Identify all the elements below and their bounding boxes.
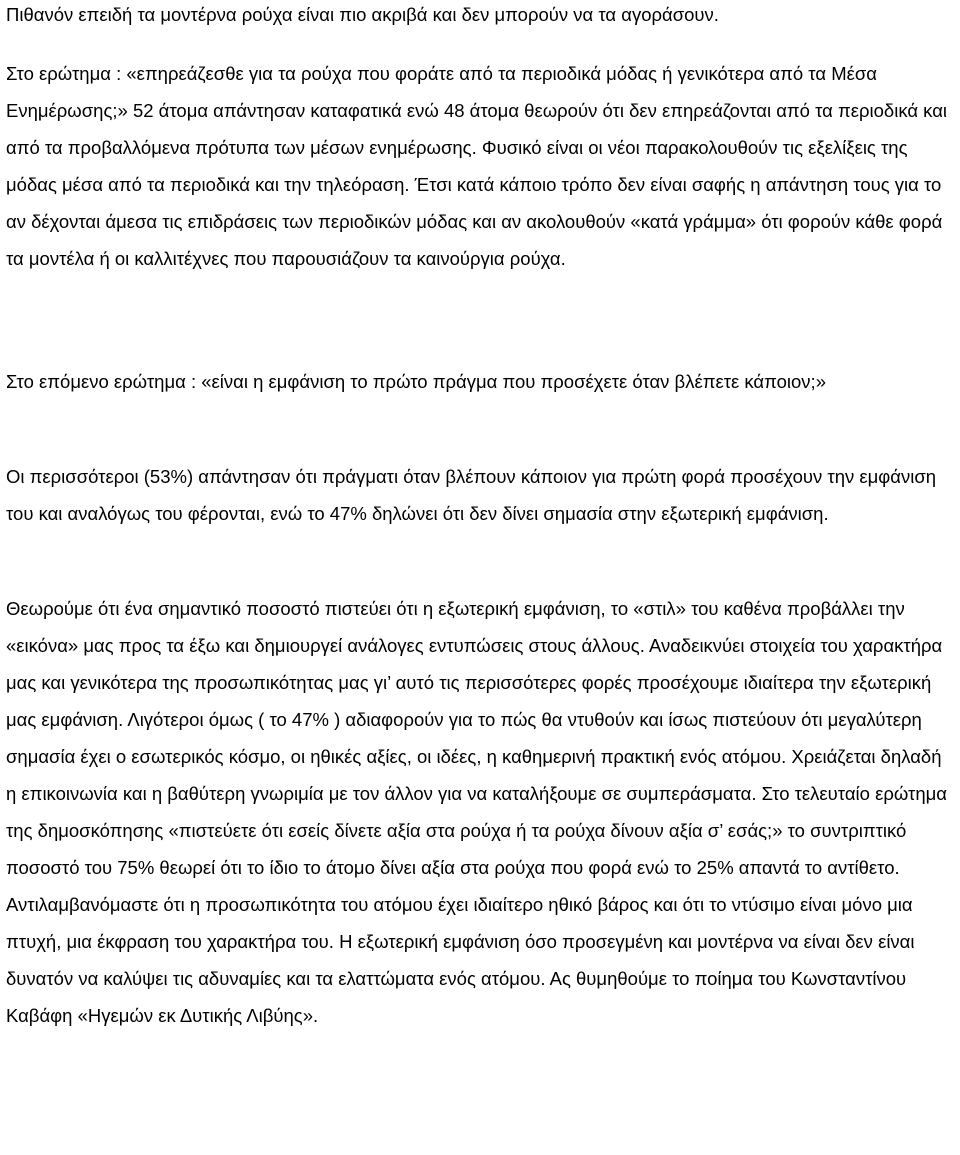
paragraph-4: Οι περισσότεροι (53%) απάντησαν ότι πράγματι όταν βλέπουν κάποιον για πρώτη φορά προσέχουν την εμφάνιση του και αναλόγως του φέρονται, ενώ το 47% δηλώνει ότι δεν δίνει σημασία στην εξωτερική εμφάνιση.: [6, 466, 937, 524]
paragraph-1: Πιθανόν επειδή τα μοντέρνα ρούχα είναι πιο ακριβά και δεν μπορούν να τα αγοράσουν.: [6, 4, 719, 25]
paragraph-5: Θεωρούμε ότι ένα σημαντικό ποσοστό πιστεύει ότι η εξωτερική εμφάνιση, το «στιλ» του καθένα προβάλλει την «εικόνα» μας προς τα έξω και δημιουργεί ανάλογες εντυπώσεις στους άλλους. Αναδεικνύει στοιχεία του χαρακτήρα μας και γενικότερα της προσωπικότητας μας γι’ αυτό τις περισσότερες φορές προσέχουμε ιδιαίτερα την εξωτερική μας εμφάνιση. Λιγότεροι όμως ( το 47% ) αδιαφορούν για το πώς θα ντυθούν και ίσως πιστεύουν ότι μεγαλύτερη σημασία έχει ο εσωτερικός κόσμο, οι ηθικές αξίες, οι ιδέες, η καθημερινή πρακτική ενός ατόμου. Χρειάζεται δηλαδή η επικοινωνία και η βαθύτερη γνωριμία με τον άλλον για να καταλήξουμε σε συμπεράσματα. Στο τελευταίο ερώτημα της δημοσκόπησης «πιστεύετε ότι εσείς δίνετε αξία στα ρούχα ή τα ρούχα δίνουν αξία σ’ εσάς;» το συντριπτικό ποσοστό του 75% θεωρεί ότι το ίδιο το άτομο δίνει αξία στα ρούχα που φορά ενώ το 25% απαντά το αντίθετο. Αντιλαμβανόμαστε ότι η προσωπικότητα του ατόμου έχει ιδιαίτερο ηθικό βάρος και ότι το ντύσιμο είναι μόνο μια πτυχή, μια έκφραση του χαρακτήρα του. Η εξωτερική εμφάνιση όσο προσεγμένη και μοντέρνα να είναι δεν είναι δυνατόν να καλύψει τις αδυναμίες και τα ελαττώματα ενός ατόμου. Ας θυμηθούμε το ποίημα του Κωνσταντίνου Καβάφη «Ηγεμών εκ Δυτικής Λιβύης».: [6, 598, 947, 1026]
paragraph-2: Στο ερώτημα : «επηρεάζεσθε για τα ρούχα που φοράτε από τα περιοδικά μόδας ή γενικότερα από τα Μέσα Ενημέρωσης;» 52 άτομα απάντησαν καταφατικά ενώ 48 άτομα θεωρούν ότι δεν επηρεάζονται από τα περιοδικά και από τα προβαλλόμενα πρότυπα των μέσων ενημέρωσης. Φυσικό είναι οι νέοι παρακολουθούν τις εξελίξεις της μόδας μέσα από τα περιοδικά και την τηλεόραση. Έτσι κατά κάποιο τρόπο δεν είναι σαφής η απάντηση τους για το αν δέχονται άμεσα τις επιδράσεις των περιοδικών μόδας και αν ακολουθούν «κατά γράμμα» ότι φορούν κάθε φορά τα μοντέλα ή οι καλλιτέχνες που παρουσιάζουν τα καινούργια ρούχα.: [6, 63, 948, 269]
paragraph-3: Στο επόμενο ερώτημα : «είναι η εμφάνιση το πρώτο πράγμα που προσέχετε όταν βλέπετε κάποιον;»: [6, 371, 826, 392]
